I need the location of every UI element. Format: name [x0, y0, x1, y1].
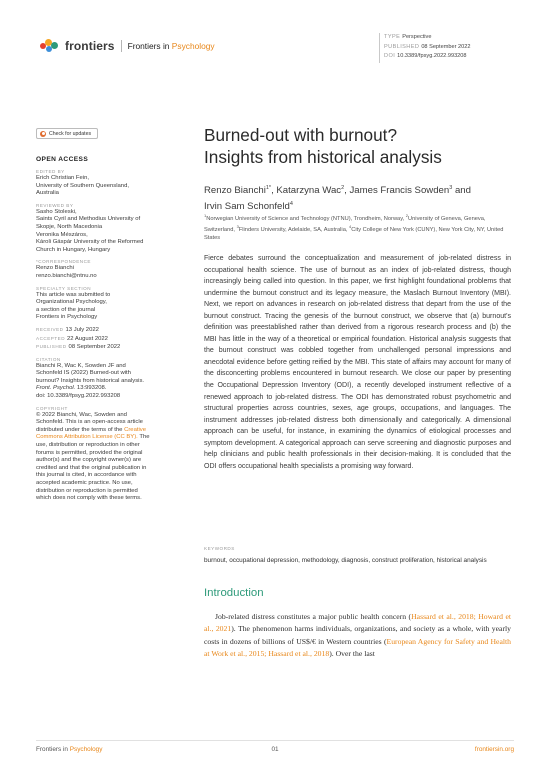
- page-number: 01: [271, 746, 279, 753]
- check-updates-button[interactable]: Check for updates: [36, 128, 98, 139]
- doi[interactable]: DOI 10.3389/fpsyg.2022.993208: [384, 53, 467, 59]
- citation-doi[interactable]: doi: 10.3389/fpsyg.2022.993208: [36, 393, 121, 400]
- frontiers-logo-icon: [40, 39, 62, 53]
- reviewed-by-label: REVIEWED BY: [36, 202, 74, 208]
- keywords-label: KEYWORDS: [204, 546, 235, 551]
- editor: Erich Christian Fein, University of Southern Queensland, Australia: [36, 175, 129, 197]
- journal-name: Frontiers in Psychology: [127, 41, 215, 51]
- sidebar: [36, 128, 186, 503]
- affiliations: $^1$Norwegian University of Science and Technology (NTNU), Trondheim, Norway, $^2$University of Geneva, Geneva, Switzerland, $^3$Flinders University, Adelaide, SA, Australia, $^4$City College of New York (CUNY), New York City, NY, United States: [204, 213, 504, 241]
- footer-rule: [36, 740, 514, 741]
- authors: Renzo Bianchi$^{1*}$, Katarzyna Wac$^2$, James Francis Sowden$^3$ and Irvin Sam Schonfeld$^4$: [204, 185, 471, 212]
- article-title: Burned-out with burnout? Insights from historical analysis: [204, 125, 442, 167]
- meta-divider: [379, 33, 380, 63]
- footer-website-link[interactable]: frontiersin.org: [474, 746, 514, 753]
- citation-link[interactable]: European Agency for Safety and Health at Work et al., 2015; Hassard et al., 2018: [204, 636, 511, 658]
- accepted-date: ACCEPTED 22 August 2022: [36, 335, 108, 342]
- citation-link[interactable]: Hassard et al., 2018; Howard et al., 2021: [204, 612, 511, 634]
- received-date: RECEIVED 13 July 2022: [36, 326, 99, 333]
- article-type: TYPE Perspective: [384, 34, 432, 40]
- article-meta: [384, 33, 544, 62]
- logo-divider: [121, 40, 122, 52]
- open-access-label: OPEN ACCESS: [36, 156, 89, 163]
- correspondence: Renzo Bianchi renzo.bianchi@ntnu.no: [36, 265, 186, 280]
- reviewers: Sasho Stoleski, Saints Cyril and Methodius University of Skopje, North Macedonia Veronika Mészáros, Károli Gáspár University of the Reformed Church in Hungary, Hungary: [36, 208, 144, 253]
- abstract: Fierce debates surround the conceptualization and measurement of job-related distress in occupational health science. The use of burnout as an index of job-related distress, though increasingly being called into question. In this paper, we first highlight foundational problems that undermine the burnout construct and its legacy measure, the Maslach Burnout Inventory (MBI). Next, we report on advances in research on job-related distress that depart from the use of the burnout construct. Tracing the genesis of the burnout construct, we observe that (a) burnout's definition was preestablished rather than derived from a rigorous research process and (b) the MBI has little in the way of a theoretical or empirical foundation. Historical analysis suggests that the burnout construct was cobbled together from unchallenged personal impressions and anecdotal evidence before getting reified by the MBI. This state of affairs may account for many of the disconcerting problems encountered in burnout research. We close our paper by presenting the Occupational Depression Inventory (ODI), a recently developed instrument reflective of a renewed approach to job-related distress. The ODI has demonstrated robust psychometric and structural properties across countries, sexes, age groups, occupations, and languages. The instrument addresses job-related distress both dimensionally and categorically. A dimensional approach can be useful, for instance, in examining the dynamics of etiological processes and symptom development. A categorical approach can serve screening and diagnostic purposes and help clinicians and public health professionals in their decision-making. It is concluded that the ODI offers occupational health specialists a promising way forward.: [204, 255, 511, 470]
- copyright: © 2022 Bianchi, Wac, Sowden and Schonfeld. This is an open-access article distributed under the terms of the Creative Commons Attribution License (CC BY). The use, distribution or reproduction in other forums is permitted, provided the original author(s) and the copyright owner(s) are credited and that the original publication in this journal is cited, in accordance with accepted academic practice. No use, distribution or reproduction is permitted which does not comply with these terms.: [36, 411, 150, 502]
- specialty-section: This article was submitted to Organizational Psychology, a section of the journal Frontiers in Psychology: [36, 291, 111, 321]
- section-heading-introduction: Introduction: [204, 587, 264, 599]
- correspondence-email[interactable]: renzo.bianchi@ntnu.no: [36, 272, 97, 279]
- footer-journal: Frontiers in Psychology: [36, 746, 103, 753]
- keywords: burnout, occupational depression, methodology, diagnosis, construct proliferation, historical analysis: [204, 557, 487, 564]
- edited-by-label: EDITED BY: [36, 169, 65, 174]
- citation: Bianchi R, Wac K, Sowden JF and Schonfeld IS (2022) Burned-out with burnout? Insights from historical analysis. Front. Psychol. 13:993208. doi: 10.3389/fpsyg.2022.993208: [36, 363, 186, 401]
- published-date: PUBLISHED 08 September 2022: [384, 43, 471, 50]
- published-date-sidebar: PUBLISHED 08 September 2022: [36, 344, 121, 351]
- cc-license-link[interactable]: Creative: [124, 426, 147, 433]
- frontiers-logo[interactable]: [40, 39, 215, 53]
- copyright-label: COPYRIGHT: [36, 405, 68, 411]
- page-header: [0, 0, 550, 88]
- introduction-paragraph: Job-related distress constitutes a major public health concern (Hassard et al., 2018; Howard et al., 2021). The phenomenon harms individuals, organizations, and society as a whole, with yearly costs in dozens of billions of US$/€ in Western countries (European Agency for Safety and Health at Work et al., 2015; Hassard et al., 2018). Over the last: [204, 612, 511, 658]
- citation-label: CITATION: [36, 356, 61, 362]
- specialty-label: SPECIALTY SECTION: [36, 285, 92, 291]
- brand-name: frontiers: [65, 39, 115, 53]
- correspondence-label: *CORRESPONDENCE: [36, 259, 91, 265]
- cc-license-link-2[interactable]: Commons Attribution License (CC BY).: [36, 434, 138, 441]
- check-updates-icon: [40, 131, 46, 137]
- page-footer: [0, 740, 550, 760]
